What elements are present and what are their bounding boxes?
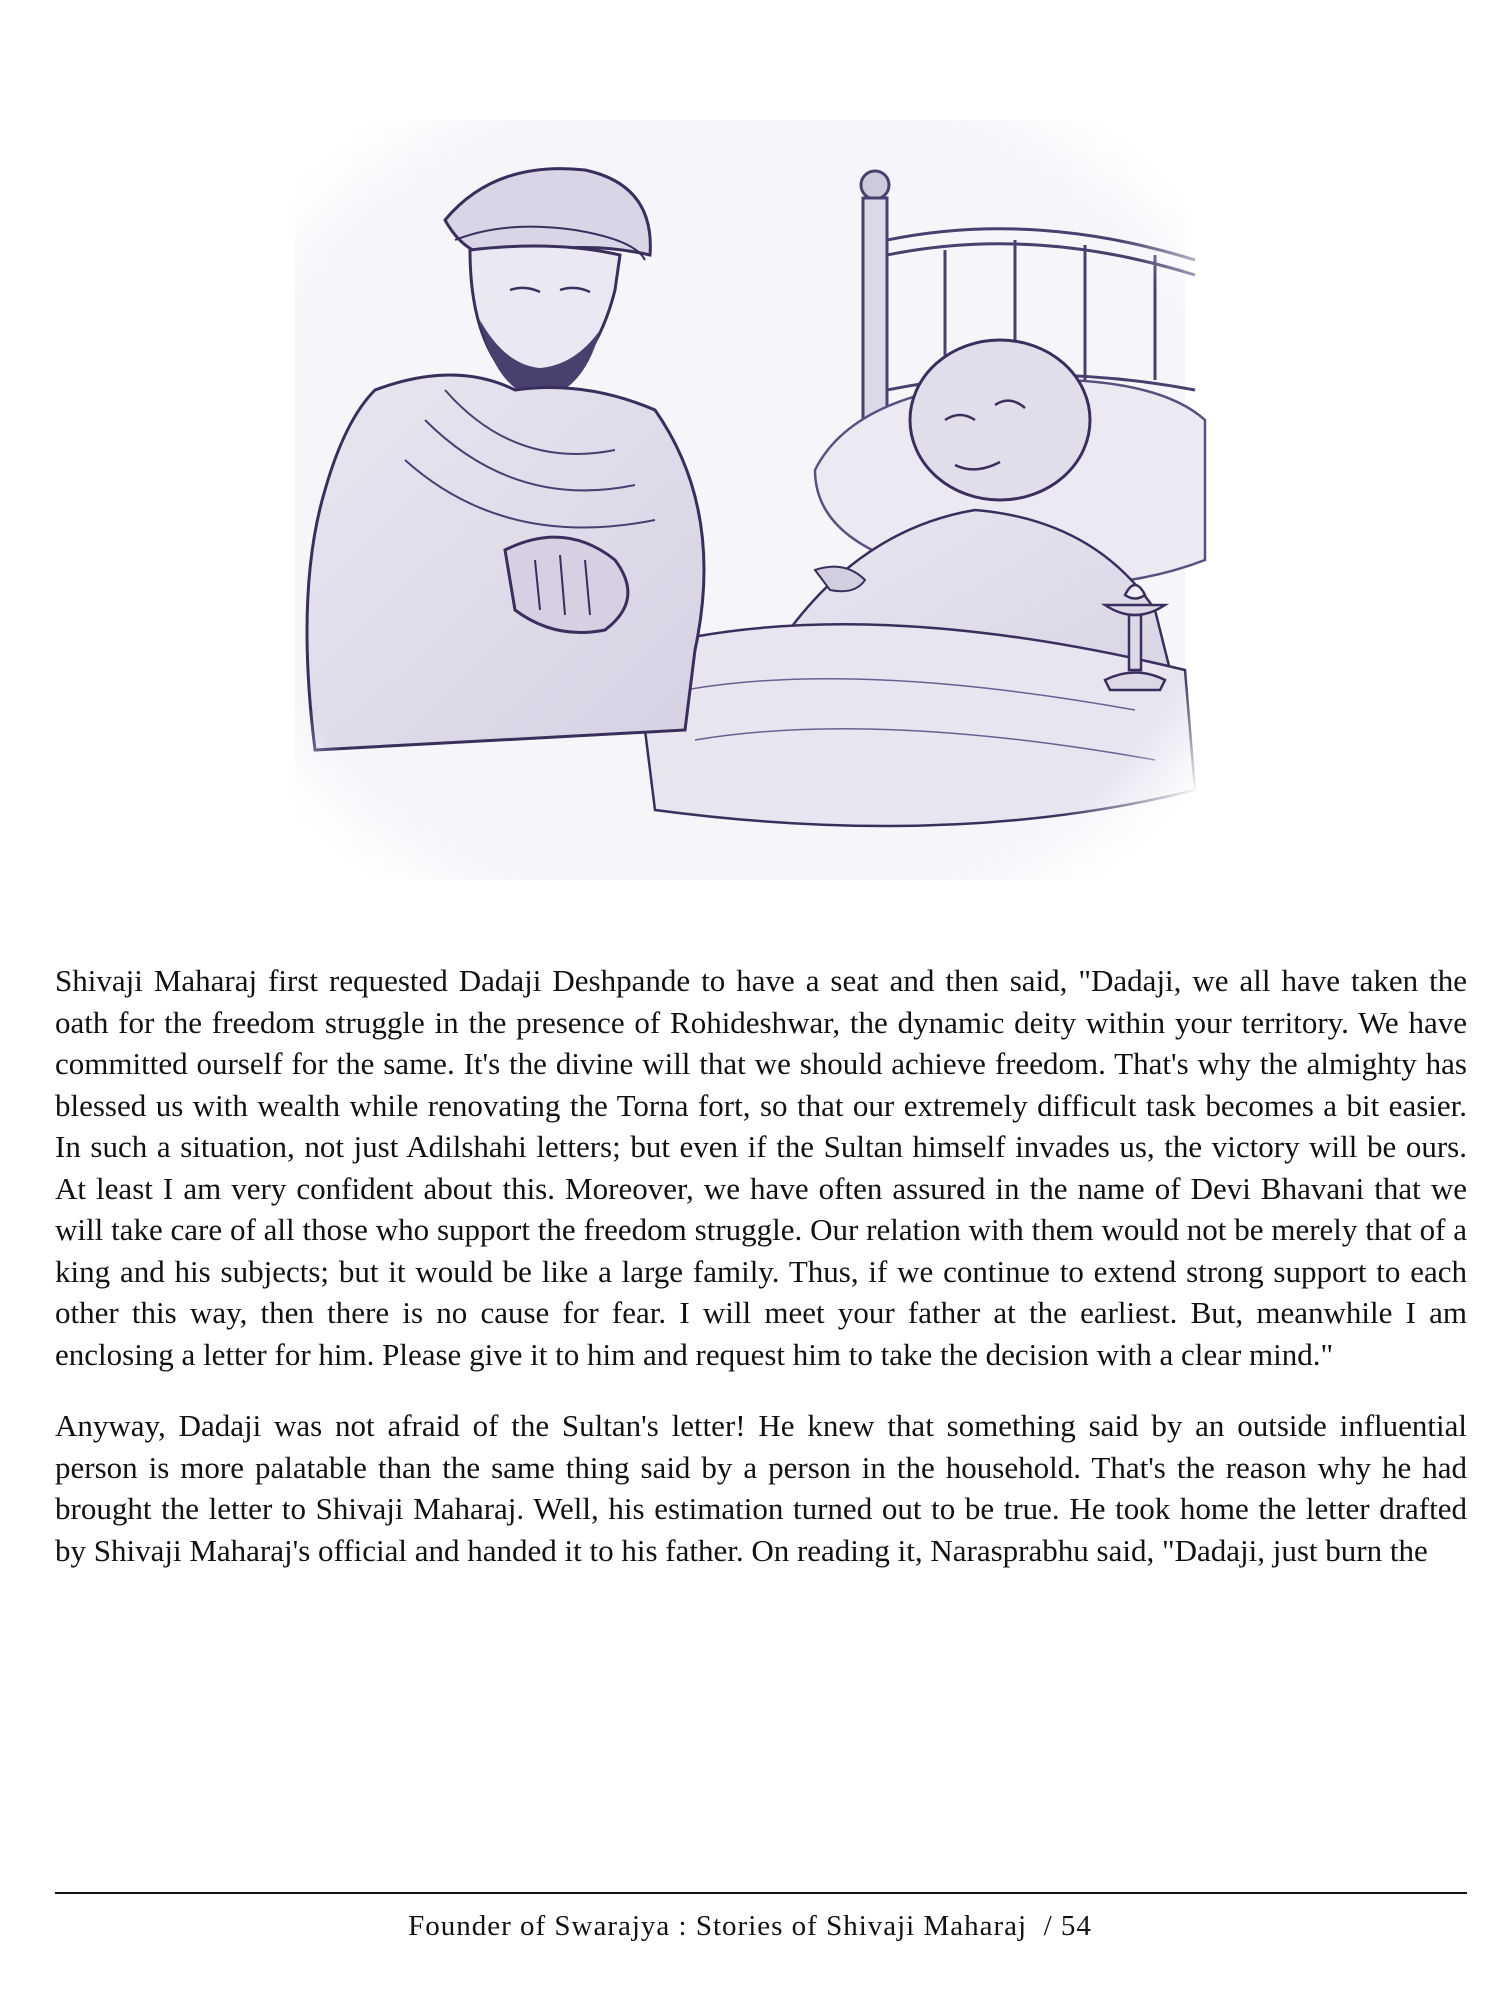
page-footer (0, 1910, 1500, 1943)
paragraph-2: Anyway, Dadaji was not afraid of the Sultan's letter! He knew that something said by an outside influential person is more palatable than the same thing said by a person in the household. That's the reason why he had brought the letter to Shivaji Maharaj. Well, his estimation turned out to be true. He took home the letter drafted by Shivaji Maharaj's official and handed it to his father. On reading it, Narasprabhu said, "Dadaji, just burn the (55, 1408, 1467, 1568)
paragraph-1: Shivaji Maharaj first requested Dadaji Deshpande to have a seat and then said, "Dadaji, we all have taken the oath for the freedom struggle in the presence of Rohideshwar, the dynamic deity within your territory. We have committed ourself for the same. It's the divine will that we should achieve freedom. That's why the almighty has blessed us with wealth while renovating the Torna fort, so that our extremely difficult task becomes a bit easier. In such a situation, not just Adilshahi letters; but even if the Sultan himself invades us, the victory will be ours. At least I am very confident about this. Moreover, we have often assured in the name of Devi Bhavani that we will take care of all those who support the freedom struggle. Our relation with them would not be merely that of a king and his subjects; but it would be like a large family. Thus, if we continue to extend strong support to each other this way, then there is no cause for fear. I will meet your father at the earliest. But, meanwhile I am enclosing a letter for him. Please give it to him and request him to take the decision with a clear mind." (55, 963, 1467, 1372)
book-title: Founder of Swarajya : Stories of Shivaji Maharaj (408, 1910, 1028, 1942)
footer-divider (55, 1892, 1467, 1894)
body-text (55, 960, 1467, 1571)
page-number: / 54 (1043, 1910, 1092, 1942)
illustration (255, 90, 1215, 910)
